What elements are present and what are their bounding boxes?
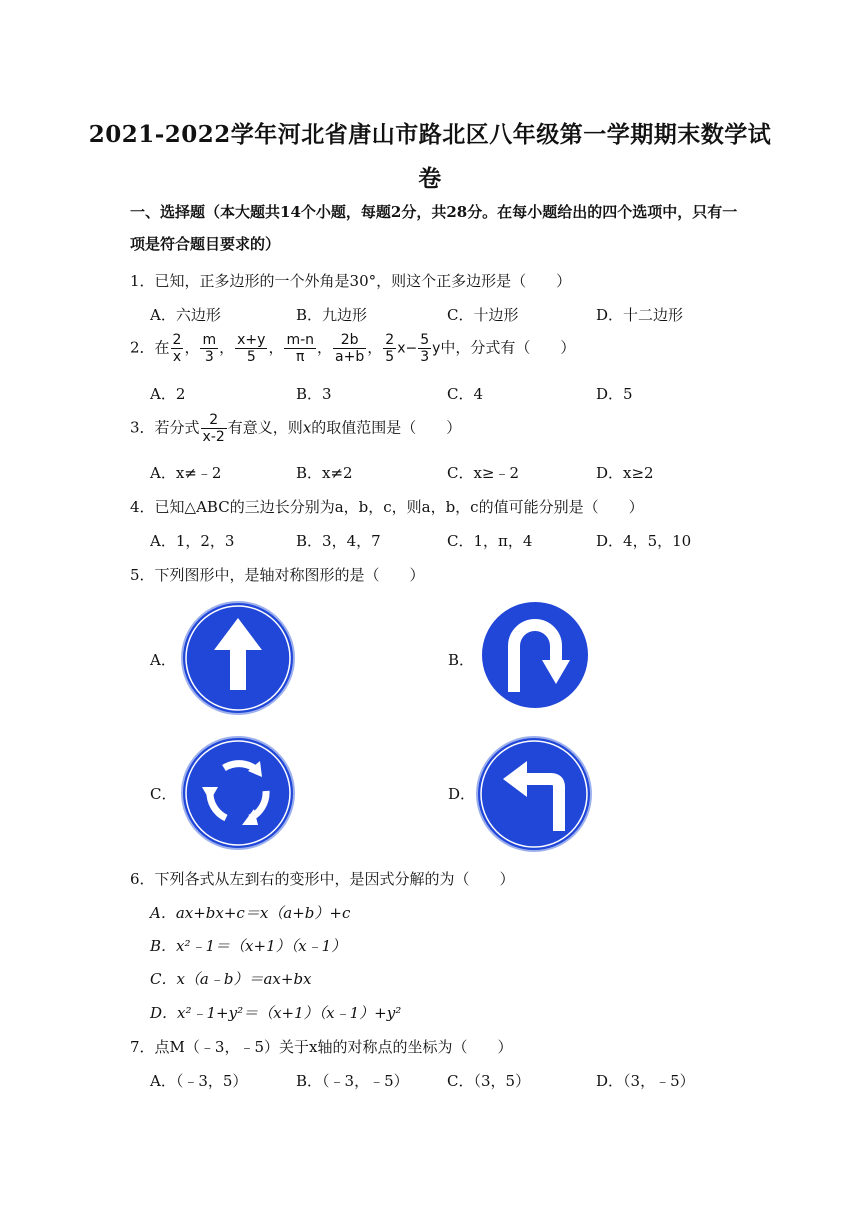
question-3-mid: 有意义，则 <box>227 418 303 437</box>
exam-title-line-2: 卷 <box>418 165 442 192</box>
section-heading: 一、选择题（本大题共14个小题，每题2分，共28分。在每小题给出的四个选项中，只有一项是符合题目要求的） <box>130 203 738 253</box>
roundabout-sign-icon[interactable] <box>180 735 296 851</box>
fraction-m-minus-n-over-pi: $\frac{m-n}{\pi}$ <box>286 332 315 365</box>
y-term: y <box>432 340 441 357</box>
question-4-option-d[interactable]: D．4，5，10 <box>596 532 692 550</box>
question-3-prefix: 3．若分式 <box>130 418 200 437</box>
question-1-stem: 1．已知，正多边形的一个外角是30°，则这个正多边形是（ ） <box>130 272 572 290</box>
question-5-stem: 5．下列图形中，是轴对称图形的是（ ） <box>130 566 425 584</box>
question-1-option-c[interactable]: C．十边形 <box>447 306 519 324</box>
question-3-option-a[interactable]: A．x≠﹣2 <box>150 464 222 482</box>
question-2-option-c[interactable]: C．4 <box>447 385 484 403</box>
question-7-option-c[interactable]: C．（3，5） <box>447 1072 531 1090</box>
question-1-option-d[interactable]: D．十二边形 <box>596 306 684 324</box>
fraction-x-plus-y-over-5: $\frac{x+y}{5}$ <box>237 332 266 365</box>
variable-x: x <box>302 418 312 437</box>
separator: ， <box>367 338 383 357</box>
straight-arrow-sign-icon[interactable] <box>180 600 296 716</box>
question-3-option-b[interactable]: B．x≠2 <box>296 464 353 482</box>
question-2-option-a[interactable]: A．2 <box>150 385 186 403</box>
separator: ， <box>317 338 333 357</box>
question-3-option-d[interactable]: D．x≥2 <box>596 464 654 482</box>
question-1-option-b[interactable]: B．九边形 <box>296 306 368 324</box>
separator: ， <box>184 338 200 357</box>
question-5-option-b-label[interactable]: B． <box>448 651 475 669</box>
question-7-stem: 7．点M（﹣3，﹣5）关于x轴的对称点的坐标为（ ） <box>130 1038 513 1056</box>
question-5-option-c-label[interactable]: C． <box>150 785 177 803</box>
question-2-prefix: 2．在 <box>130 338 170 357</box>
question-2-suffix: 中，分式有（ ） <box>440 338 576 357</box>
x-minus: x− <box>397 340 418 357</box>
question-6-option-c[interactable]: C．x（a﹣b）＝ax+bx <box>150 970 312 988</box>
fraction-2-over-x: $\frac{2}{x}$ <box>172 332 182 365</box>
question-4-stem: 4．已知△ABC的三边长分别为a，b，c，则a，b，c的值可能分别是（ ） <box>130 498 644 516</box>
fraction-2-over-x-minus-2: $\frac{2}{x-2}$ <box>202 412 225 445</box>
question-5-option-d-label[interactable]: D． <box>448 785 476 803</box>
separator: ， <box>268 338 284 357</box>
question-6-stem: 6．下列各式从左到右的变形中，是因式分解的为（ ） <box>130 870 515 888</box>
fraction-5-over-3: $\frac{5}{3}$ <box>420 332 430 365</box>
question-3-suffix: 的取值范围是（ ） <box>311 418 462 437</box>
fraction-2b-over-a-plus-b: $\frac{2b}{a+b}$ <box>335 332 365 365</box>
question-1-option-a[interactable]: A．六边形 <box>150 306 221 324</box>
question-5-option-a-label[interactable]: A． <box>150 651 176 669</box>
separator: ， <box>219 338 235 357</box>
question-2-option-b[interactable]: B．3 <box>296 385 332 403</box>
question-7-option-d[interactable]: D．（3，﹣5） <box>596 1072 695 1090</box>
question-4-option-a[interactable]: A．1，2，3 <box>150 532 235 550</box>
question-4-option-c[interactable]: C．1，π，4 <box>447 532 533 550</box>
fraction-2-over-5: $\frac{2}{5}$ <box>385 332 395 365</box>
exam-title-line-1: 2021-2022学年河北省唐山市路北区八年级第一学期期末数学试 <box>88 121 772 148</box>
question-3-stem <box>130 412 461 445</box>
question-7-option-a[interactable]: A．（﹣3，5） <box>150 1072 248 1090</box>
question-3-option-c[interactable]: C．x≥﹣2 <box>447 464 520 482</box>
u-turn-sign-icon[interactable] <box>480 600 590 710</box>
question-7-option-b[interactable]: B．（﹣3，﹣5） <box>296 1072 409 1090</box>
question-6-option-a[interactable]: A．ax+bx+c＝x（a+b）+c <box>150 904 351 922</box>
question-4-option-b[interactable]: B．3，4，7 <box>296 532 381 550</box>
question-6-option-d[interactable]: D．x²﹣1+y²＝（x+1）（x﹣1）+y² <box>150 1004 402 1022</box>
left-turn-sign-icon[interactable] <box>475 735 593 853</box>
fraction-m-over-3: $\frac{m}{3}$ <box>202 332 217 365</box>
question-6-option-b[interactable]: B．x²﹣1＝（x+1）（x﹣1） <box>150 937 347 955</box>
question-2-stem <box>130 332 575 365</box>
question-2-option-d[interactable]: D．5 <box>596 385 633 403</box>
